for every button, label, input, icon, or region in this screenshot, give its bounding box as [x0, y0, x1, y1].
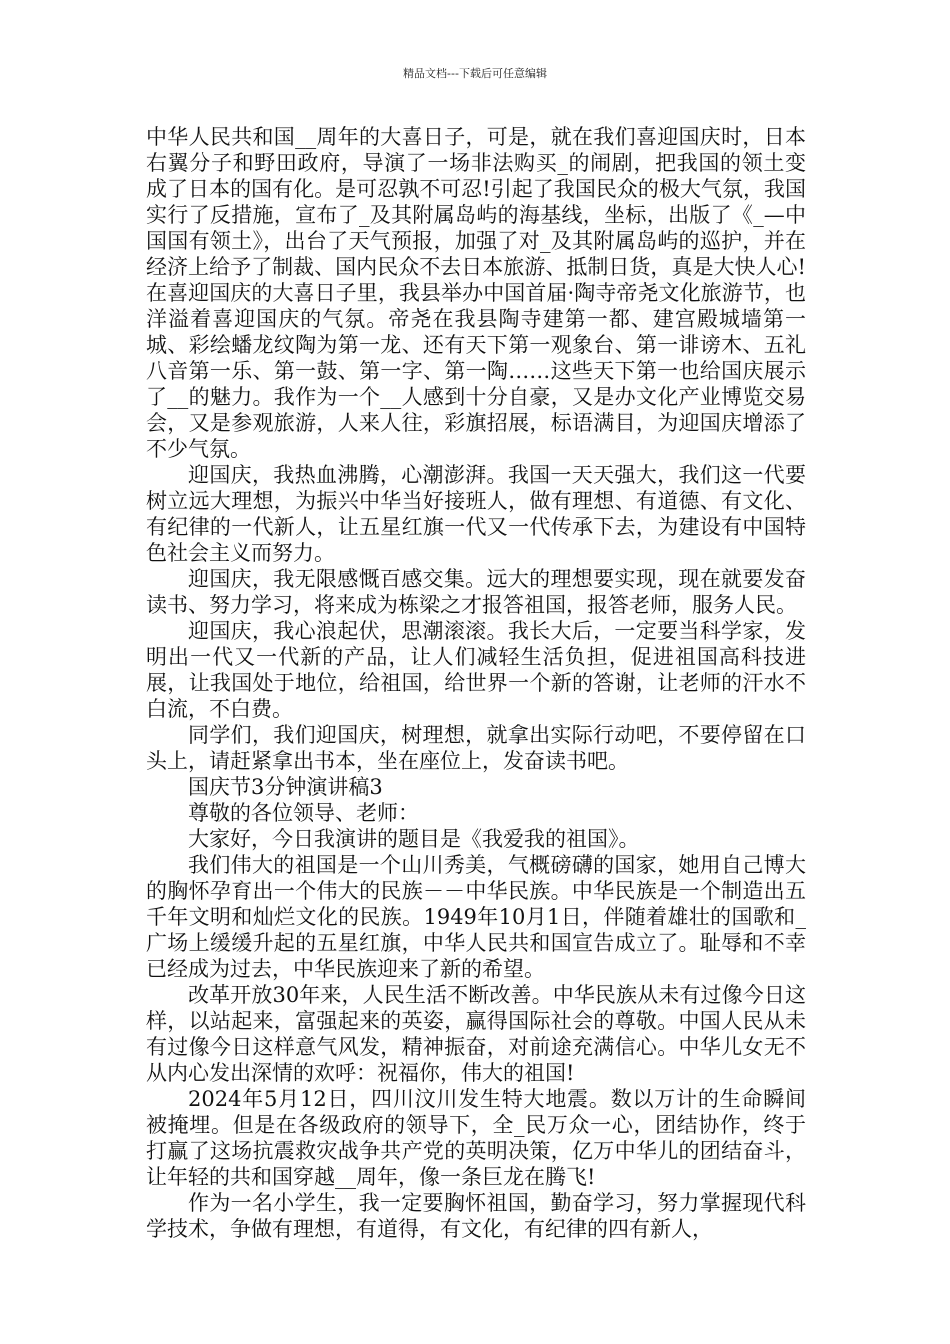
salutation: 尊敬的各位领导、老师： — [188, 801, 419, 825]
paragraph: 迎国庆，我热血沸腾，心潮澎湃。我国一天天强大，我们这一代要树立远大理想，为振兴中华当好接班人，做有理想、有道德、有文化、有纪律的一代新人，让五星红旗一代又一代传承下去，为建设有中国特色社会主义而努力。 — [146, 463, 806, 565]
paragraph: 迎国庆，我无限感慨百感交集。远大的理想要实现，现在就要发奋读书、努力学习，将来成为栋梁之才报答祖国，报答老师，服务人民。 — [146, 567, 806, 617]
paragraph: 作为一名小学生，我一定要胸怀祖国，勤奋学习，努力掌握现代科学技术，争做有理想，有道得，有文化，有纪律的四有新人， — [146, 1191, 806, 1241]
section-title: 国庆节3分钟演讲稿3 — [188, 775, 383, 799]
paragraph: 改革开放30年来，人民生活不断改善。中华民族从未有过像今日这样，以站起来，富强起来的英姿，赢得国际社会的尊敬。中国人民从未有过像今日这样意气风发，精神振奋，对前途充满信心。中华儿女无不从内心发出深情的欢呼：祝福你，伟大的祖国! — [146, 983, 806, 1085]
document-body — [146, 124, 806, 1242]
paragraph: 我们伟大的祖国是一个山川秀美，气概磅礴的国家，她用自己博大的胸怀孕育出一个伟大的民族－－中华民族。中华民族是一个制造出五千年文明和灿烂文化的民族。1949年10月1日，伴随着雄壮的国歌和_广场上缓缓升起的五星红旗，中华人民共和国宣告成立了。耻辱和不幸已经成为过去，中华民族迎来了新的希望。 — [146, 853, 806, 981]
paragraph: 大家好，今日我演讲的题目是《我爱我的祖国》。 — [188, 827, 640, 851]
paragraph: 迎国庆，我心浪起伏，思潮滚滚。我长大后，一定要当科学家，发明出一代又一代新的产品，让人们减轻生活负担，促进祖国高科技进展，让我国处于地位，给祖国，给世界一个新的答谢，让老师的汗水不白流，不白费。 — [146, 619, 806, 721]
paragraph: 中华人民共和国__周年的大喜日子，可是，就在我们喜迎国庆时，日本右翼分子和野田政府，导演了一场非法购买_的闹剧，把我国的领土变成了日本的国有化。是可忍孰不可忍!引起了我国民众的极大气氛，我国实行了反措施，宣布了_及其附属岛屿的海基线，坐标，出版了《_—中国国有领土》，出台了天气预报，加强了对_及其附属岛屿的巡护，并在经济上给予了制裁、国内民众不去日本旅游、抵制日货，真是大快人心!在喜迎国庆的大喜日子里，我县举办中国首届·陶寺帝尧文化旅游节，也洋溢着喜迎国庆的气氛。帝尧在我县陶寺建第一都、建宫殿城墙第一城、彩绘蟠龙纹陶为第一龙、还有天下第一观象台、第一诽谤木、五礼八音第一乐、第一鼓、第一字、第一陶……这些天下第一也给国庆展示了__的魅力。我作为一个__人感到十分自豪，又是办文化产业博览交易会，又是参观旅游，人来人往，彩旗招展，标语满目，为迎国庆增添了不少气氛。 — [146, 125, 806, 461]
page-header: 精品文档---下载后可任意编辑 — [403, 67, 547, 80]
paragraph: 2024年5月12日，四川汶川发生特大地震。数以万计的生命瞬间被掩埋。但是在各级政府的领导下，全_民万众一心，团结协作，终于打赢了这场抗震救灾战争共产党的英明决策，亿万中华儿的团结奋斗，让年轻的共和国穿越__周年，像一条巨龙在腾飞! — [146, 1087, 806, 1189]
paragraph: 同学们，我们迎国庆，树理想，就拿出实际行动吧，不要停留在口头上，请赶紧拿出书本，坐在座位上，发奋读书吧。 — [146, 723, 806, 773]
